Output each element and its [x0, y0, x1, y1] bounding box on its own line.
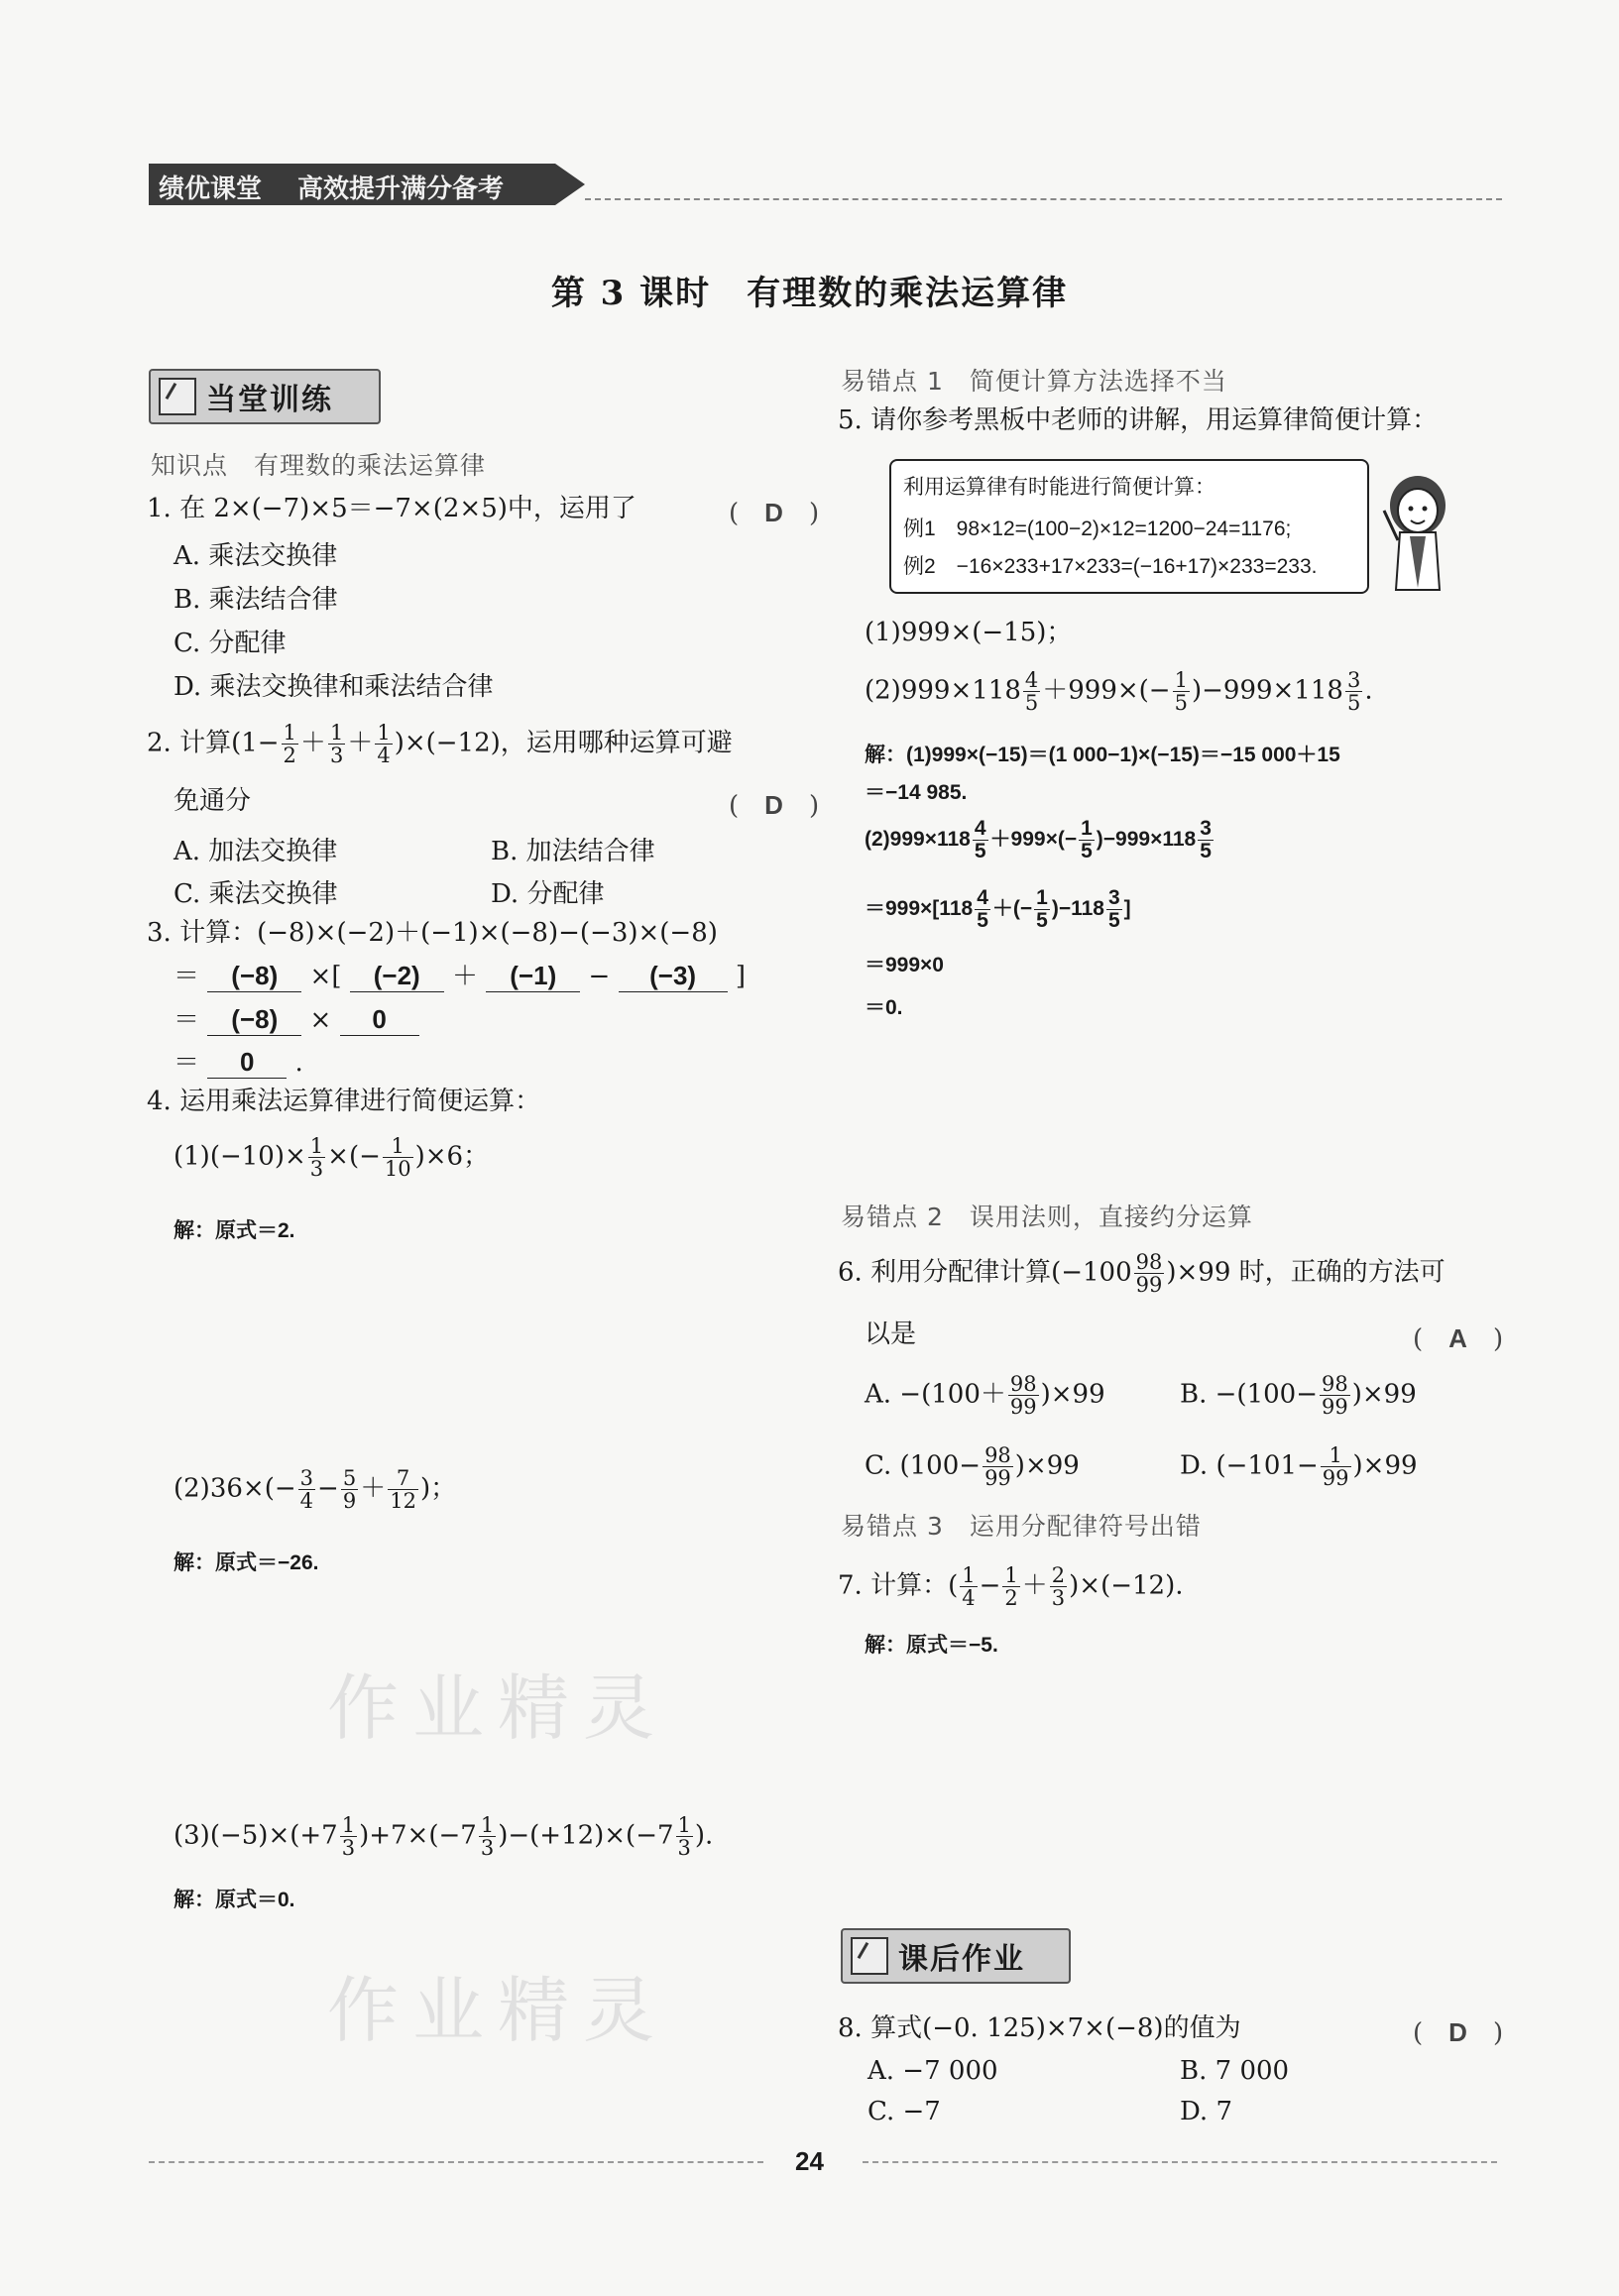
denominator: 99 [1322, 1466, 1349, 1490]
q4-part1 [173, 1135, 489, 1180]
denominator: 3 [309, 1157, 324, 1181]
numerator: 1 [341, 1813, 356, 1837]
q1-option-a: A. 乘法交换律 [173, 541, 338, 571]
numerator: 1 [480, 1813, 495, 1837]
q6-stem-line2: 以是 [865, 1320, 917, 1349]
q5-part1: (1)999×(−15)； [865, 618, 1073, 647]
q1-answer: D [764, 498, 783, 527]
q4-solution-1: 解：原式＝2. [173, 1219, 295, 1242]
denominator: 5 [1024, 691, 1039, 715]
q3-blank-2: (−2) [350, 960, 444, 992]
q2-fraction-3 [375, 722, 392, 766]
denominator: 3 [480, 1836, 495, 1860]
q4-part3-text: ). [694, 1820, 714, 1851]
blackboard [889, 459, 1369, 594]
numerator: 1 [1036, 886, 1048, 909]
denominator: 3 [1051, 1586, 1066, 1610]
numerator: 1 [677, 1813, 691, 1837]
fraction [1079, 818, 1095, 862]
q3-line4: ＝ 0 . [173, 1047, 303, 1078]
q4-part1-text: (1)(−10)× [173, 1141, 306, 1172]
fraction [298, 1467, 315, 1512]
q6-answer: A [1448, 1323, 1467, 1353]
q5-stem: 5. 请你参考黑板中老师的讲解，用运算律简便计算： [838, 405, 1439, 435]
fraction [1050, 1564, 1067, 1609]
fraction [1198, 818, 1214, 862]
board-title: 利用运算律有时能进行简便计算： [903, 476, 1215, 499]
denominator: 4 [962, 1586, 976, 1610]
denominator: 5 [1346, 691, 1361, 715]
numerator: 1 [1004, 1563, 1018, 1587]
q3-blank-3: (−1) [486, 960, 580, 992]
q4-part3-text: (3)(−5)×(+7 [173, 1820, 338, 1851]
denominator: 3 [341, 1836, 356, 1860]
q5-solution-text: (2)999×118 [865, 828, 971, 852]
denominator: 5 [1200, 840, 1212, 862]
q6-stem-text: 6. 利用分配律计算(−100 [838, 1257, 1132, 1288]
numerator: 1 [1174, 668, 1188, 692]
q6-option-text: )×99 [1040, 1379, 1105, 1410]
board-example-1: 例1 98×12=(100−2)×12=1200−24=1176; [903, 517, 1292, 540]
q4-solution-3: 解：原式＝0. [173, 1889, 295, 1911]
numerator: 98 [984, 1443, 1011, 1467]
q6-option-text: A. −(100＋ [865, 1379, 1006, 1410]
q1-option-d: D. 乘法交换律和乘法结合律 [173, 672, 494, 702]
q6-option-text: )×99 [1014, 1450, 1080, 1481]
pencil-note-icon [159, 378, 196, 415]
fraction [960, 1564, 977, 1609]
numerator: 98 [1009, 1372, 1037, 1396]
numerator: 1 [283, 721, 296, 745]
denominator: 5 [977, 909, 988, 932]
q6-option-c [865, 1444, 1080, 1489]
q6-option-b [1180, 1373, 1417, 1418]
fraction [975, 887, 990, 932]
q5-solution-text: )−999×118 [1096, 828, 1197, 852]
q6-option-d [1180, 1444, 1418, 1489]
q2-stem-part: ＋ [299, 728, 326, 758]
numerator: 2 [1051, 1563, 1066, 1587]
q5-part2-text: )−999×118 [1191, 675, 1343, 706]
fraction [1023, 669, 1040, 714]
fraction [1106, 887, 1122, 932]
q4-part1-text: )×6； [414, 1141, 490, 1172]
lesson-title: 第 3 课时 有理数的乘法运算律 [550, 274, 1069, 313]
q8-option-b: B. 7 000 [1180, 2056, 1290, 2086]
page-number: 24 [795, 2146, 824, 2176]
fraction [308, 1135, 325, 1180]
header-slogan: 高效提升满分备考 [297, 174, 505, 204]
section-label: 当堂训练 [206, 383, 333, 417]
q8-option-d: D. 7 [1180, 2097, 1232, 2126]
q5-solution-text: ＋999×(− [989, 828, 1078, 852]
fraction [341, 1467, 358, 1512]
q3-blank-5: (−8) [207, 1003, 301, 1036]
numerator: 4 [1024, 668, 1039, 692]
denominator: 2 [283, 744, 296, 767]
numerator: 1 [309, 1134, 324, 1158]
q8-stem: 8. 算式(−0. 125)×7×(−8)的值为 [838, 2013, 1241, 2043]
q5-solution-line4 [865, 887, 1131, 932]
denominator: 99 [984, 1466, 1011, 1490]
q2-option-c: C. 乘法交换律 [173, 879, 338, 909]
q2-stem-part: )×(−12)，运用哪种运算可避 [394, 728, 733, 758]
q5-part2-text: (2)999×118 [865, 675, 1021, 706]
q5-solution-text: ＋(− [991, 897, 1033, 921]
q2-option-b: B. 加法结合律 [491, 837, 655, 866]
q2-fraction-1 [282, 722, 298, 766]
q6-stem-text: )×99 时，正确的方法可 [1166, 1257, 1446, 1288]
section-in-class-training [149, 369, 381, 424]
denominator: 99 [1321, 1395, 1348, 1419]
q5-solution-line2: ＝−14 985. [865, 781, 968, 804]
q8-option-c: C. −7 [867, 2097, 941, 2126]
denominator: 4 [377, 744, 391, 767]
denominator: 3 [677, 1836, 691, 1860]
numerator: 7 [388, 1467, 418, 1490]
q6-option-text: C. (100− [865, 1450, 982, 1481]
q2-stem-part: 2. 计算(1− [147, 728, 280, 758]
fraction [1134, 1251, 1165, 1296]
denominator: 4 [299, 1489, 314, 1513]
q5-solution-text: ] [1123, 897, 1131, 921]
q8-answer-box: ( D ) [1413, 2017, 1504, 2048]
numerator: 98 [1321, 1372, 1348, 1396]
q4-part3 [173, 1814, 713, 1859]
denominator: 5 [1107, 909, 1120, 932]
q4-part2-text: ＋ [360, 1473, 387, 1504]
q6-option-text: )×99 [1351, 1379, 1417, 1410]
fraction [388, 1467, 418, 1512]
watermark-2: 作业精灵 [327, 1969, 669, 2052]
q2-option-a: A. 加法交换律 [173, 837, 338, 866]
q5-part2-text: ＋999×(− [1042, 675, 1171, 706]
q3-stem: 3. 计算：(−8)×(−2)＋(−1)×(−8)−(−3)×(−8) [147, 918, 718, 948]
section-label: 课后作业 [898, 1942, 1025, 1977]
q6-answer-box: ( A ) [1413, 1323, 1504, 1354]
q4-part3-text: )−(+12)×(−7 [498, 1820, 674, 1851]
q7-stem [838, 1564, 1184, 1609]
q2-stem [147, 722, 733, 766]
q1-option-c: C. 分配律 [173, 629, 287, 658]
q3-blank-7: 0 [207, 1046, 287, 1079]
q4-part2-text: (2)36×(− [173, 1473, 296, 1504]
fraction [383, 1135, 413, 1180]
q4-part3-text: )+7×(−7 [359, 1820, 477, 1851]
q5-solution-line5: ＝999×0 [865, 954, 944, 976]
q2-option-d: D. 分配律 [491, 879, 605, 909]
q5-solution-line3 [865, 818, 1215, 862]
q3-blank-4: (−3) [619, 960, 728, 992]
header-arrow [555, 164, 585, 205]
numerator: 1 [962, 1563, 976, 1587]
q8-answer: D [1448, 2017, 1467, 2047]
knowledge-point: 知识点 有理数的乘法运算律 [151, 451, 487, 480]
fraction [1008, 1373, 1039, 1418]
q6-option-text: D. (−101− [1180, 1450, 1319, 1481]
q3-line3: ＝ (−8) × 0 [173, 1003, 419, 1036]
q1-option-b: B. 乘法结合律 [173, 585, 338, 615]
q7-stem-text: − [979, 1570, 1001, 1601]
denominator: 99 [1009, 1395, 1037, 1419]
teacher-illustration-icon [1378, 471, 1457, 600]
q6-stem [838, 1251, 1446, 1296]
q3-blank-1: (−8) [207, 960, 301, 992]
denominator: 3 [329, 744, 344, 767]
numerator: 3 [299, 1466, 314, 1490]
numerator: 4 [977, 886, 988, 909]
numerator: 98 [1135, 1250, 1163, 1274]
fraction [1034, 887, 1050, 932]
denominator: 99 [1135, 1273, 1163, 1297]
denominator: 5 [974, 840, 986, 862]
q3-line2: ＝ (−8) ×[ (−2) ＋ (−1) − (−3) ] [173, 961, 747, 991]
denominator: 2 [1004, 1586, 1018, 1610]
q5-solution-line6: ＝0. [865, 996, 903, 1019]
watermark-1: 作业精灵 [327, 1666, 669, 1750]
q2-answer-box: ( D ) [729, 790, 820, 821]
q5-part2 [865, 669, 1373, 714]
q6-option-a [865, 1373, 1105, 1418]
numerator: 1 [1321, 1444, 1351, 1467]
fraction [1173, 669, 1190, 714]
numerator: 3 [1107, 886, 1120, 909]
header-brand: 绩优课堂 [159, 174, 263, 204]
numerator: 5 [342, 1466, 357, 1490]
q5-part2-text: . [1364, 675, 1373, 706]
fraction [1321, 1444, 1351, 1489]
denominator: 5 [1036, 909, 1048, 932]
numerator: 3 [1346, 668, 1361, 692]
q5-solution-line1: 解：(1)999×(−15)＝(1 000−1)×(−15)＝−15 000＋15 [865, 744, 1340, 766]
numerator: 1 [1081, 817, 1093, 840]
q1-stem: 1. 在 2×(−7)×5＝−7×(2×5)中，运用了 [147, 494, 636, 523]
pencil-note-icon [851, 1937, 888, 1975]
header-divider [585, 198, 1502, 200]
fraction [973, 818, 988, 862]
q8-option-a: A. −7 000 [867, 2056, 998, 2086]
fraction [1002, 1564, 1019, 1609]
denominator: 5 [1081, 840, 1093, 862]
denominator: 5 [1174, 691, 1188, 715]
fraction [340, 1814, 357, 1859]
q4-solution-2: 解：原式＝−26. [173, 1551, 319, 1574]
q7-solution: 解：原式＝−5. [865, 1634, 998, 1657]
q4-part1-text: ×(− [327, 1141, 381, 1172]
q6-option-text: B. −(100− [1180, 1379, 1318, 1410]
fraction [479, 1814, 496, 1859]
q3-blank-6: 0 [340, 1003, 419, 1036]
q5-solution-text: )−118 [1051, 897, 1104, 921]
error-point-1: 易错点 1 简便计算方法选择不当 [841, 367, 1227, 396]
fraction [983, 1444, 1013, 1489]
q4-stem: 4. 运用乘法运算律进行简便运算： [147, 1087, 541, 1116]
fraction [1320, 1373, 1350, 1418]
q1-answer-box: ( D ) [729, 498, 820, 528]
denominator: 10 [384, 1157, 411, 1181]
section-homework [841, 1928, 1071, 1984]
q4-part2 [173, 1467, 456, 1512]
q7-stem-text: 7. 计算：( [838, 1570, 959, 1601]
numerator: 4 [974, 817, 986, 840]
numerator: 1 [377, 721, 391, 745]
error-point-3: 易错点 3 运用分配律符号出错 [841, 1512, 1202, 1541]
q2-answer: D [764, 790, 783, 820]
fraction [1345, 669, 1362, 714]
denominator: 9 [342, 1489, 357, 1513]
fraction [676, 1814, 693, 1859]
denominator: 12 [390, 1489, 416, 1513]
q7-stem-text: )×(−12). [1069, 1570, 1184, 1601]
q2-stem-line2: 免通分 [173, 786, 252, 816]
error-point-2: 易错点 2 误用法则，直接约分运算 [841, 1203, 1253, 1231]
numerator: 1 [329, 721, 344, 745]
q2-fraction-2 [328, 722, 345, 766]
numerator: 1 [383, 1135, 413, 1158]
numerator: 3 [1200, 817, 1212, 840]
q2-stem-part: ＋ [347, 728, 374, 758]
q4-part2-text: − [317, 1473, 339, 1504]
q7-stem-text: ＋ [1021, 1570, 1048, 1601]
board-example-2: 例2 −16×233+17×233=(−16+17)×233=233. [903, 555, 1318, 578]
q6-option-text: )×99 [1352, 1450, 1418, 1481]
q4-part2-text: )； [419, 1473, 457, 1504]
q5-solution-text: ＝999×[118 [865, 897, 974, 921]
